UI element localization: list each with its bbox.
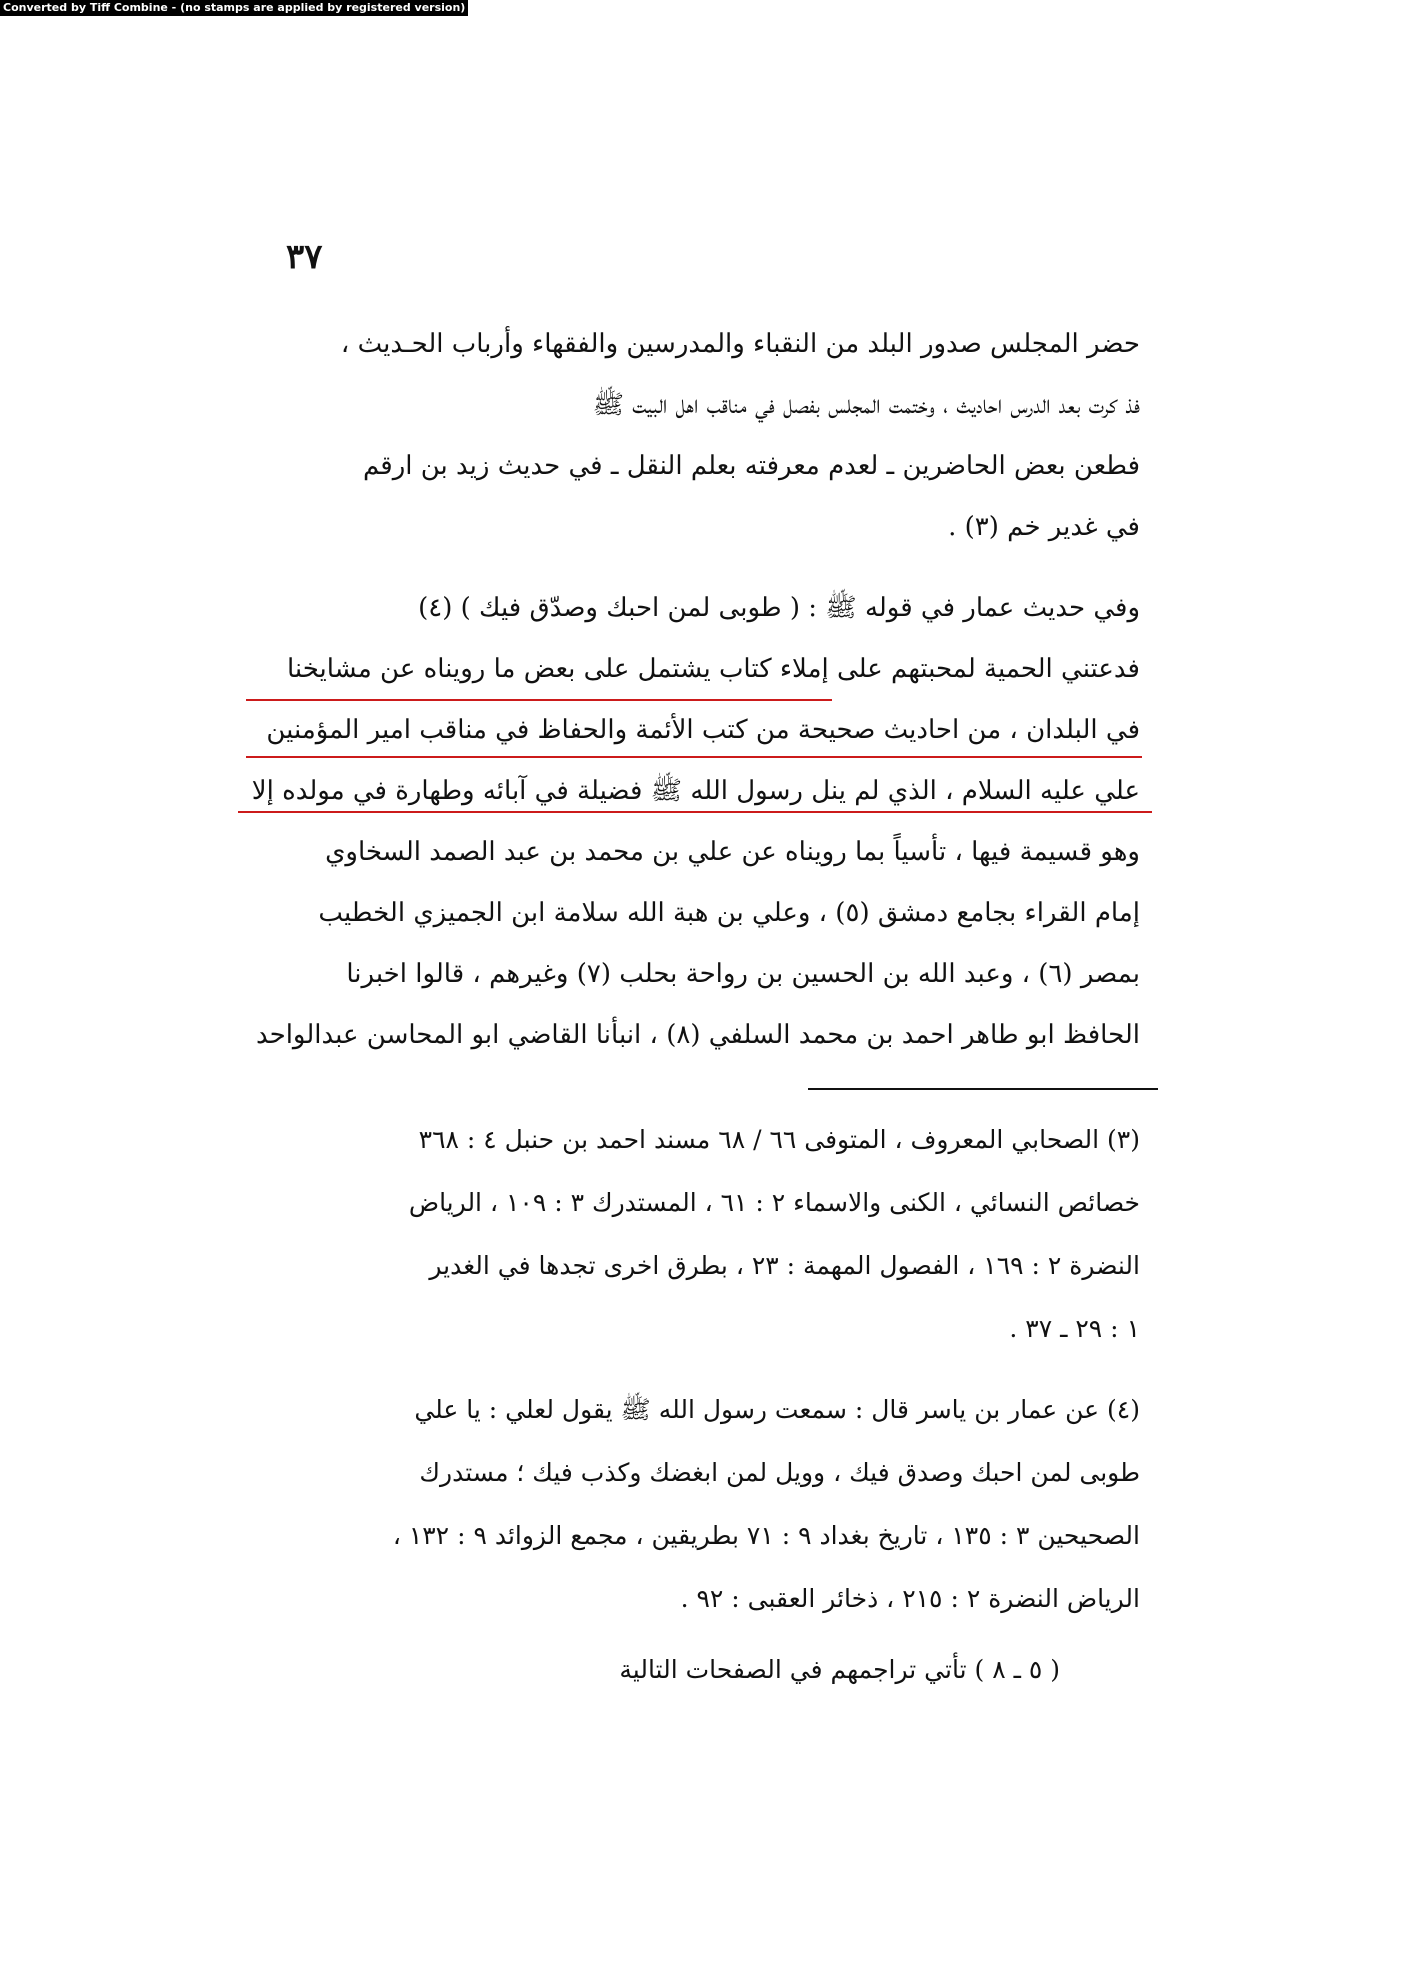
- paragraph-1: [252, 314, 1140, 558]
- text-line: في البلدان ، من احاديث صحيحة من كتب الأئمة والحفاظ في مناقب امير المؤمنين: [266, 715, 1140, 745]
- footnote-3: [252, 1108, 1140, 1360]
- footnote-separator: [808, 1088, 1158, 1090]
- footnote-line: (٤) عن عمار بن ياسر قال : سمعت رسول الله ﷺ يقول لعلي : يا علي: [414, 1395, 1140, 1424]
- page-number: ٣٧: [286, 237, 323, 277]
- text-line: بمصر (٦) ، وعبد الله بن الحسين بن رواحة بحلب (٧) وغيرهم ، قالوا اخبرنا: [346, 959, 1140, 989]
- text-line: إمام القراء بجامع دمشق (٥) ، وعلي بن هبة الله سلامة ابن الجميزي الخطيب: [318, 898, 1140, 928]
- footnote-line: النضرة ٢ : ١٦٩ ، الفصول المهمة : ٢٣ ، بطرق اخرى تجدها في الغدير: [429, 1251, 1140, 1280]
- red-underline: [238, 811, 1152, 813]
- text-line: فطعن بعض الحاضرين ـ لعدم معرفته بعلم النقل ـ في حديث زيد بن ارقم: [362, 451, 1140, 481]
- text-line: وفي حديث عمار في قوله ﷺ : ( طوبى لمن احبك وصدّق فيك ) (٤): [418, 593, 1140, 623]
- footnote-line: الرياض النضرة ٢ : ٢١٥ ، ذخائر العقبى : ٩٢ .: [680, 1584, 1140, 1613]
- converter-banner: Converted by Tiff Combine - (no stamps are applied by registered version): [0, 0, 468, 16]
- text-line: فدعتني الحمية لمحبتهم على إملاء كتاب يشتمل على بعض ما رويناه عن مشايخنا: [286, 654, 1140, 684]
- footnote-line: طوبى لمن احبك وصدق فيك ، وويل لمن ابغضك وكذب فيك ؛ مستدرك: [419, 1458, 1140, 1487]
- text-line: حضر المجلس صدور البلد من النقباء والمدرسين والفقهاء وأرباب الحـديث ،: [340, 329, 1140, 359]
- footnote-line: (٣) الصحابي المعروف ، المتوفى ٦٦ / ٦٨ مسند احمد بن حنبل ٤ : ٣٦٨: [418, 1125, 1140, 1154]
- footnote-line: خصائص النسائي ، الكنى والاسماء ٢ : ٦١ ، المستدرك ٣ : ١٠٩ ، الرياض: [408, 1188, 1140, 1217]
- footnote-line: الصحيحين ٣ : ١٣٥ ، تاريخ بغداد ٩ : ٧١ بطريقين ، مجمع الزوائد ٩ : ١٣٢ ،: [392, 1521, 1140, 1550]
- text-line: فذ كرت بعد الدرس احاديث ، وختمت المجلس بفصل في مناقب اهل البيت ﷺ: [592, 390, 1140, 420]
- text-line: علي عليه السلام ، الذي لم ينل رسول الله ﷺ فضيلة في آبائه وطهارة في مولده إلا: [252, 776, 1140, 806]
- red-underline: [246, 699, 832, 701]
- footnote-4: [252, 1378, 1140, 1630]
- footnote-line: ١ : ٢٩ ـ ٣٧ .: [1009, 1314, 1140, 1343]
- paragraph-2: [252, 578, 1140, 1066]
- footnote-5-8: ( ٥ ـ ٨ ) تأتي تراجمهم في الصفحات التالية: [619, 1655, 1060, 1684]
- text-line: وهو قسيمة فيها ، تأسياً بما رويناه عن علي بن محمد بن عبد الصمد السخاوي: [325, 837, 1140, 867]
- text-line: في غدير خم (٣) .: [948, 512, 1140, 542]
- text-line: الحافظ ابو طاهر احمد بن محمد السلفي (٨) ، انبأنا القاضي ابو المحاسن عبدالواحد: [255, 1020, 1140, 1050]
- red-underline: [246, 756, 1142, 758]
